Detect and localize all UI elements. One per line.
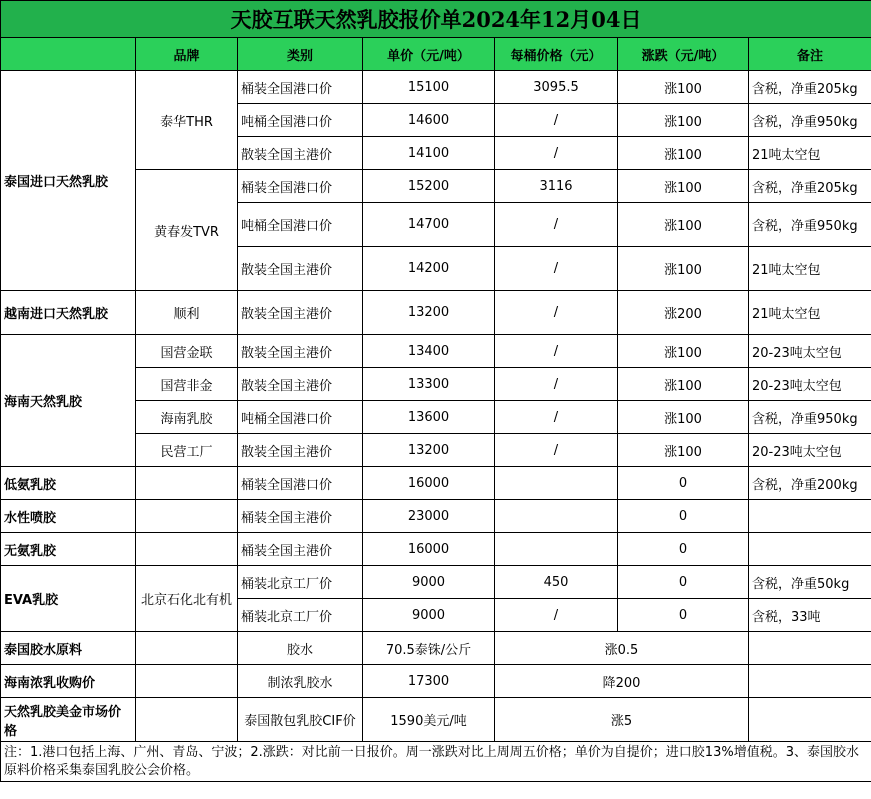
cell-change: 0 [618,500,749,533]
cell-change: 涨200 [618,291,749,335]
cell-note [749,500,871,533]
cell-price: 9000 [363,599,495,632]
brand-empty [136,467,238,500]
cell-note: 20-23吨太空包 [749,368,871,401]
cell-change: 涨100 [618,170,749,203]
header-note: 备注 [749,38,871,71]
cell-note: 含税，净重205kg [749,170,871,203]
cell-change: 涨100 [618,137,749,170]
cell-type: 桶装全国港口价 [238,170,363,203]
cell-note: 20-23吨太空包 [749,335,871,368]
brand-feijin: 国营非金 [136,368,238,401]
cell-price: 14700 [363,203,495,247]
category-eva: EVA乳胶 [1,566,136,632]
cell-note: 含税，净重205kg [749,71,871,104]
cell-type: 泰国散包乳胶CIF价 [238,698,363,742]
header-per-barrel: 每桶价格（元） [495,38,618,71]
cell-type: 桶装全国主港价 [238,533,363,566]
cell-note: 含税，33吨 [749,599,871,632]
brand-jinlian: 国营金联 [136,335,238,368]
cell-per-barrel: 3095.5 [495,71,618,104]
cell-price: 14100 [363,137,495,170]
cell-note: 含税，净重950kg [749,401,871,434]
cell-per-barrel: / [495,203,618,247]
header-price: 单价（元/吨） [363,38,495,71]
cell-price: 13300 [363,368,495,401]
table-row [1,291,871,335]
brand-thr: 泰华THR [136,71,238,170]
category-hainan-conc: 海南浓乳收购价 [1,665,136,698]
brand-tvr: 黄春发TVR [136,170,238,291]
cell-per-barrel [495,467,618,500]
cell-per-barrel [495,533,618,566]
cell-note: 21吨太空包 [749,137,871,170]
cell-change: 涨100 [618,104,749,137]
brand-empty [136,632,238,665]
table-row [1,467,871,500]
brand-empty [136,665,238,698]
cell-price: 17300 [363,665,495,698]
brand-empty [136,698,238,742]
cell-type: 散装全国主港价 [238,434,363,467]
cell-type: 吨桶全国港口价 [238,401,363,434]
cell-change: 0 [618,533,749,566]
cell-price: 13600 [363,401,495,434]
cell-price: 23000 [363,500,495,533]
cell-per-barrel: / [495,104,618,137]
cell-type: 吨桶全国港口价 [238,104,363,137]
cell-change: 涨0.5 [495,632,749,665]
header-brand: 品牌 [136,38,238,71]
header-change: 涨跌（元/吨） [618,38,749,71]
cell-type: 散装全国主港价 [238,291,363,335]
cell-note: 含税，净重50kg [749,566,871,599]
category-low-ammonia: 低氨乳胶 [1,467,136,500]
cell-change: 涨100 [618,203,749,247]
cell-type: 桶装全国港口价 [238,71,363,104]
table-row [1,500,871,533]
cell-type: 桶装北京工厂价 [238,566,363,599]
brand-shunli: 顺利 [136,291,238,335]
cell-price: 15200 [363,170,495,203]
cell-price: 14200 [363,247,495,291]
cell-note [749,698,871,742]
cell-note: 含税，净重950kg [749,203,871,247]
cell-change: 0 [618,599,749,632]
footnote: 注：1.港口包括上海、广州、青岛、宁波；2.涨跌：对比前一日报价。周一涨跌对比上周周五价格；单价为自提价；进口胶13%增值税。3、泰国胶水原料价格采集泰国乳胶公会价格。 [1,742,871,782]
table-row [1,632,871,665]
cell-per-barrel: / [495,247,618,291]
cell-price: 16000 [363,533,495,566]
brand-sinopec: 北京石化北有机 [136,566,238,632]
cell-price: 13200 [363,434,495,467]
cell-per-barrel: / [495,335,618,368]
cell-per-barrel: / [495,599,618,632]
cell-price: 16000 [363,467,495,500]
table-row [1,533,871,566]
cell-note: 含税，净重200kg [749,467,871,500]
table-row [1,71,871,104]
cell-note [749,632,871,665]
cell-per-barrel: / [495,368,618,401]
cell-type: 吨桶全国港口价 [238,203,363,247]
table-row [1,665,871,698]
cell-note: 21吨太空包 [749,247,871,291]
cell-change: 涨100 [618,335,749,368]
brand-empty [136,533,238,566]
sheet-title: 天胶互联天然乳胶报价单2024年12月04日 [1,1,871,38]
category-usd-market: 天然乳胶美金市场价格 [1,698,136,742]
cell-per-barrel: 3116 [495,170,618,203]
table-row [1,698,871,742]
cell-type: 桶装全国主港价 [238,500,363,533]
category-water-spray: 水性喷胶 [1,500,136,533]
category-hainan: 海南天然乳胶 [1,335,136,467]
cell-change: 0 [618,566,749,599]
cell-per-barrel: 450 [495,566,618,599]
brand-private-factory: 民营工厂 [136,434,238,467]
brand-empty [136,500,238,533]
cell-type: 散装全国主港价 [238,137,363,170]
cell-change: 降200 [495,665,749,698]
cell-change: 涨100 [618,401,749,434]
cell-change: 0 [618,467,749,500]
cell-type: 散装全国主港价 [238,335,363,368]
brand-hainan-latex: 海南乳胶 [136,401,238,434]
table-row [1,335,871,368]
category-no-ammonia: 无氨乳胶 [1,533,136,566]
cell-change: 涨100 [618,434,749,467]
cell-type: 桶装北京工厂价 [238,599,363,632]
table-row [1,566,871,599]
cell-change: 涨100 [618,247,749,291]
cell-per-barrel: / [495,137,618,170]
cell-type: 桶装全国港口价 [238,467,363,500]
cell-note [749,533,871,566]
header-category-blank [1,38,136,71]
cell-price: 15100 [363,71,495,104]
cell-price: 70.5泰铢/公斤 [363,632,495,665]
cell-per-barrel [495,500,618,533]
cell-change: 涨100 [618,368,749,401]
cell-type: 胶水 [238,632,363,665]
cell-per-barrel: / [495,434,618,467]
cell-change: 涨5 [495,698,749,742]
category-vietnam: 越南进口天然乳胶 [1,291,136,335]
cell-price: 9000 [363,566,495,599]
cell-note: 21吨太空包 [749,291,871,335]
cell-type: 散装全国主港价 [238,247,363,291]
category-thai: 泰国进口天然乳胶 [1,71,136,291]
cell-type: 制浓乳胶水 [238,665,363,698]
cell-note [749,665,871,698]
cell-note: 含税，净重950kg [749,104,871,137]
cell-per-barrel: / [495,401,618,434]
category-thai-raw: 泰国胶水原料 [1,632,136,665]
cell-price: 13400 [363,335,495,368]
cell-type: 散装全国主港价 [238,368,363,401]
cell-price: 13200 [363,291,495,335]
cell-change: 涨100 [618,71,749,104]
cell-price: 14600 [363,104,495,137]
cell-price: 1590美元/吨 [363,698,495,742]
cell-note: 20-23吨太空包 [749,434,871,467]
cell-per-barrel: / [495,291,618,335]
header-type: 类别 [238,38,363,71]
